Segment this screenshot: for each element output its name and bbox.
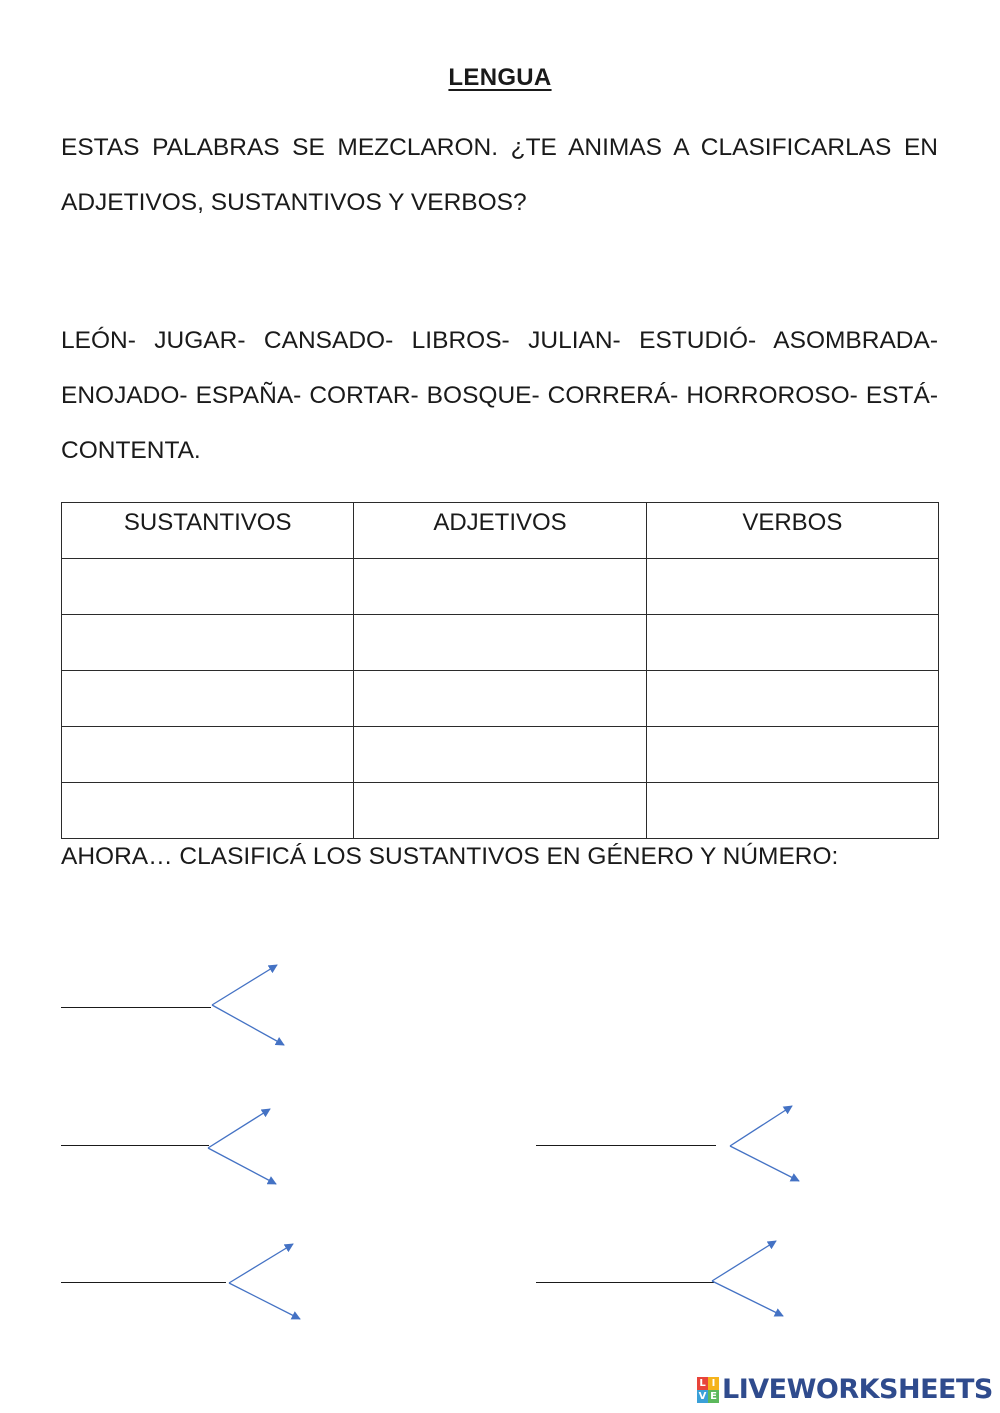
sub-instruction: AHORA… CLASIFICÁ LOS SUSTANTIVOS EN GÉNERO Y NÚMERO:	[61, 843, 839, 870]
logo-letter: E	[708, 1390, 719, 1403]
branch-arrow-up-3	[730, 1106, 792, 1146]
header-adjetivos: ADJETIVOS	[354, 503, 646, 559]
header-verbos: VERBOS	[646, 503, 938, 559]
page-title: LENGUA	[448, 64, 552, 91]
brand-name: LIVEWORKSHEETS	[722, 1374, 993, 1405]
liveworksheets-brand[interactable]	[697, 1374, 993, 1405]
branch-arrow-down-3	[730, 1146, 799, 1181]
branch-arrow-up-4	[229, 1244, 293, 1283]
branch-arrow-down-1	[212, 1005, 284, 1045]
branch-arrow-up-1	[212, 965, 277, 1005]
word-list: LEÓN- JUGAR- CANSADO- LIBROS- JULIAN- ESTUDIÓ- ASOMBRADA- ENOJADO- ESPAÑA- CORTAR- BOSQUE- CORRERÁ- HORROROSO- ESTÁ- CONTENTA.	[61, 327, 938, 464]
header-sustantivos: SUSTANTIVOS	[62, 503, 354, 559]
branch-arrow-down-2	[208, 1148, 276, 1184]
instruction-text: ESTAS PALABRAS SE MEZCLARON. ¿TE ANIMAS A CLASIFICARLAS EN ADJETIVOS, SUSTANTIVOS Y VERBOS?	[61, 134, 938, 216]
branch-arrow-up-5	[712, 1241, 776, 1281]
logo-letter: L	[697, 1377, 708, 1390]
logo-letter: V	[698, 1390, 707, 1402]
logo-letter: I	[708, 1377, 719, 1390]
branch-arrow-down-5	[712, 1281, 783, 1316]
liveworksheets-logo-icon	[697, 1377, 719, 1403]
branch-arrow-up-2	[208, 1109, 270, 1148]
branch-arrow-down-4	[229, 1283, 300, 1319]
